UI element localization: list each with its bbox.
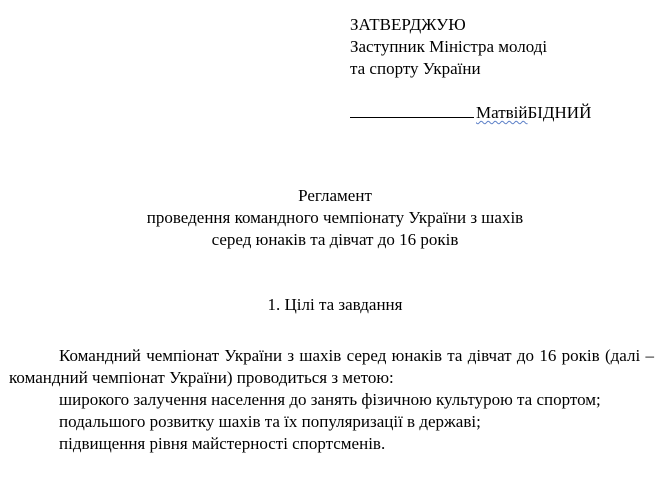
signatory-name [476, 102, 591, 124]
approval-heading: ЗАТВЕРДЖУЮ [350, 15, 466, 34]
approval-block [350, 14, 660, 80]
paragraph-goal-1: широкого залучення населення до занять фізичною культурою та спортом; [59, 390, 601, 409]
signature-line [350, 101, 591, 124]
signature-blank [350, 101, 474, 118]
paragraph-intro: Командний чемпіонат України з шахів серед юнаків та дівчат до 16 років (далі – командний чемпіонат України) проводиться з метою: [9, 346, 654, 387]
body-text [9, 345, 654, 455]
document-title [0, 185, 670, 251]
paragraph-goal-3: підвищення рівня майстерності спортсменів. [59, 434, 386, 453]
signatory-first-name: Матвій [476, 103, 528, 122]
approver-position-line2: та спорту України [350, 59, 481, 78]
title-line2: проведення командного чемпіонату України з шахів [146, 208, 524, 227]
title-line1: Регламент [298, 186, 372, 205]
section-heading: 1. Цілі та завдання [267, 295, 403, 314]
title-line3: серед юнаків та дівчат до 16 років [211, 230, 459, 249]
approver-position-line1: Заступник Міністра молоді [350, 37, 548, 56]
paragraph-goal-2: подальшого розвитку шахів та їх популяризації в державі; [59, 412, 481, 431]
signatory-last-name: БІДНИЙ [527, 103, 592, 122]
